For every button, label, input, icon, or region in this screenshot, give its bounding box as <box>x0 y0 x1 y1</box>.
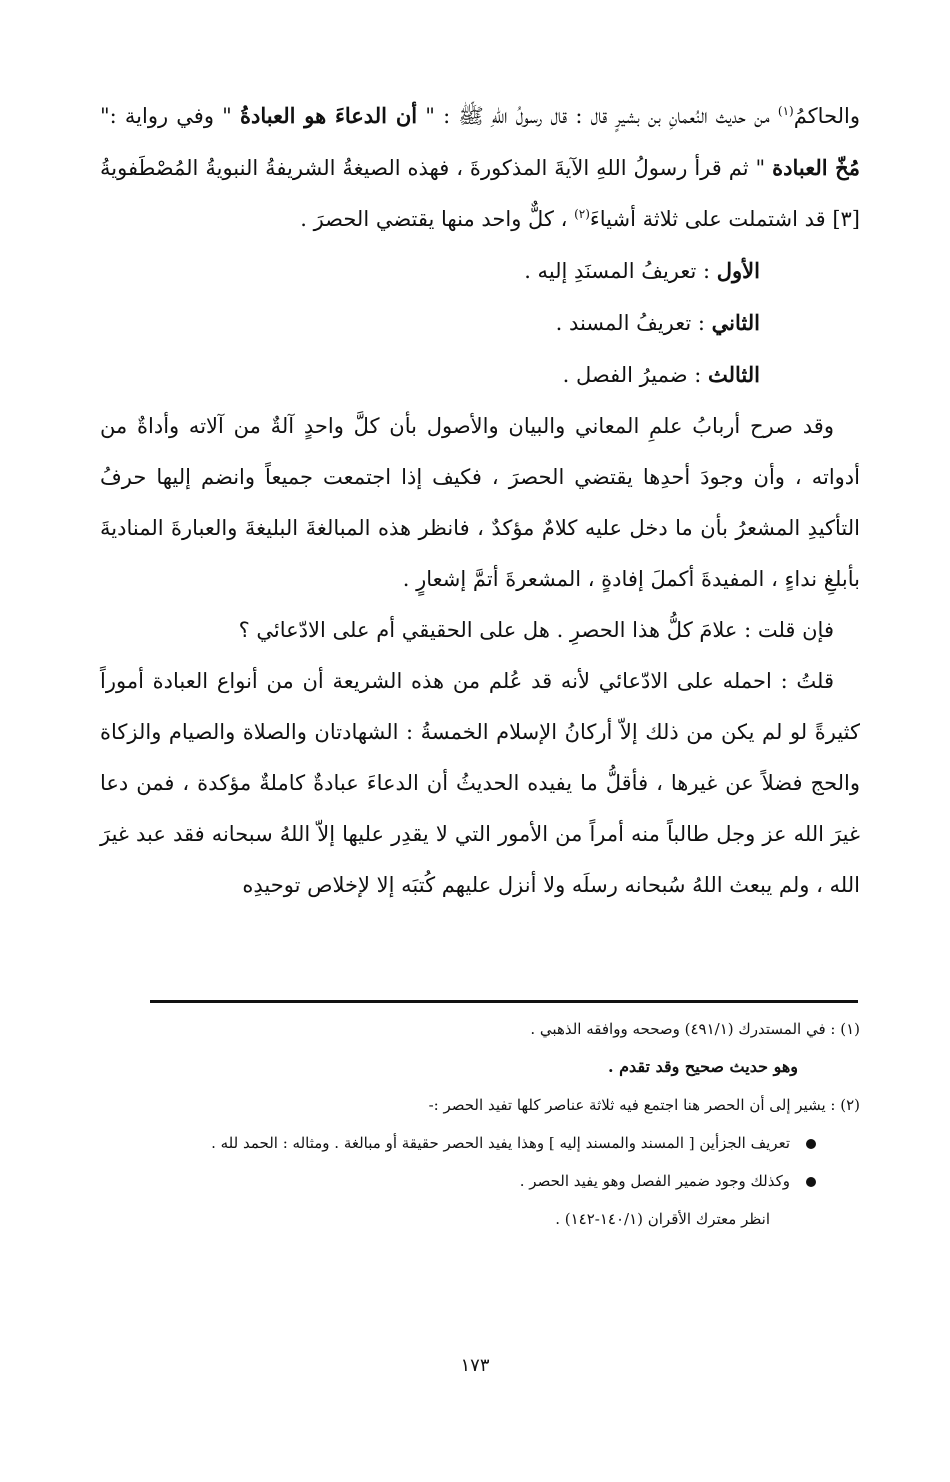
point-label: الثالث <box>708 362 760 387</box>
text-span: " ثم قرأ رسولُ اللهِ الآيةَ المذكورةَ ، فهذه الصيغةُ الشريفةُ النبويةُ المُصْطَفويةُ [٣] قد اشتملت على ثلاثة أشياءَ <box>100 156 860 231</box>
paragraph-hadith <box>100 90 860 245</box>
bullet-text: تعريف الجزأين [ المسند والمسند إليه ] وهذا يفيد الحصر حقيقة أو مبالغة . ومثاله : الحمد لله . <box>211 1134 790 1152</box>
footnote-separator <box>150 1000 858 1003</box>
text-span: والحاكمُ <box>793 104 861 128</box>
footnote-ref-2[interactable]: (٢) <box>574 207 590 221</box>
hadith-quote: مُخّ العبادة <box>772 155 860 180</box>
footnote-bullet-2 <box>100 1162 860 1200</box>
footnote-bullet-1 <box>100 1124 860 1162</box>
paragraph-question: فإن قلت : علامَ كلُّ هذا الحصرِ . هل على الحقيقي أم على الادّعائي ؟ <box>238 618 834 642</box>
main-text <box>100 90 860 911</box>
page-number: ١٧٣ <box>460 1355 490 1376</box>
point-text: : ضميرُ الفصل . <box>562 363 708 387</box>
point-second <box>100 297 860 349</box>
text-span: من حديث النُعمانِ بن بشيرٍ قال : قال رسولُ اللهِ ﷺ : " <box>417 104 778 128</box>
paragraph-rhetoric: وقد صرح أربابُ علمِ المعاني والبيان والأصول بأن كلَّ واحدٍ آلةٌ من آلاته وأداةٌ من أدواته ، وأن وجودَ أحدِها يقتضي الحصرَ ، فكيف إذا اجتمعت جميعاً وانضم إليها حرفُ التأكيدِ المشعرُ بأن ما دخل عليه كلامٌ مؤكدٌ ، فانظر هذه المبالغةَ البليغةَ والعبارةَ المناديةَ بأبلغِ نداءٍ ، المفيدةَ أكملَ إفادةٍ ، المشعرةَ أتمَّ إشعارٍ . <box>100 414 860 591</box>
bullet-text: وكذلك وجود ضمير الفصل وهو يفيد الحصر . <box>519 1172 790 1190</box>
footnote-1: (١) : في المستدرك (٤٩١/١) وصححه ووافقه الذهبي . <box>530 1020 860 1038</box>
point-third <box>100 349 860 401</box>
footnote-1-grade: وهو حديث صحيح وقد تقدم . <box>608 1057 798 1076</box>
footnote-reference: انظر معترك الأقران (١٤٠/١-١٤٢) . <box>555 1210 770 1228</box>
footnote-ref-1[interactable]: (١) <box>777 104 794 118</box>
bullet-icon <box>806 1139 816 1149</box>
point-label: الأول <box>716 258 760 283</box>
bullet-icon <box>806 1177 816 1187</box>
footnote-2: (٢) : يشير إلى أن الحصر هنا اجتمع فيه ثلاثة عناصر كلها تفيد الحصر :- <box>428 1096 860 1114</box>
text-span: ، كلٌّ واحد منها يقتضي الحصرَ . <box>300 207 575 231</box>
point-text: : تعريفُ المسند . <box>555 311 712 335</box>
point-first <box>100 245 860 297</box>
point-label: الثاني <box>711 310 760 335</box>
point-text: : تعريفُ المسنَدِ إليه . <box>524 259 717 283</box>
paragraph-answer: قلتُ : احمله على الادّعائي لأنه قد عُلم من هذه الشريعة أن من أنواع العبادة أموراً كثيرةً لو لم يكن من ذلك إلاّ أركانُ الإسلام الخمسةُ : الشهادتان والصلاة والصيام والزكاة والحج فضلاً عن غيرها ، فأقلُّ ما يفيده الحديثُ أن الدعاءَ عبادةٌ كاملةٌ مؤكدة ، فمن دعا غيرَ الله عز وجل طالباً منه أمراً من الأمور التي لا يقدِر عليها إلاّ اللهُ سبحانه فقد عبد غيرَ الله ، ولم يبعث اللهُ سُبحانه رسلَه ولا أنزل عليهم كُتبَه إلا لإخلاص توحيدِه <box>100 669 860 897</box>
hadith-quote: أن الدعاءَ هو العبادةُ <box>239 103 418 128</box>
text-span: " وفي رواية :" <box>100 104 240 128</box>
footnotes <box>100 1010 860 1238</box>
